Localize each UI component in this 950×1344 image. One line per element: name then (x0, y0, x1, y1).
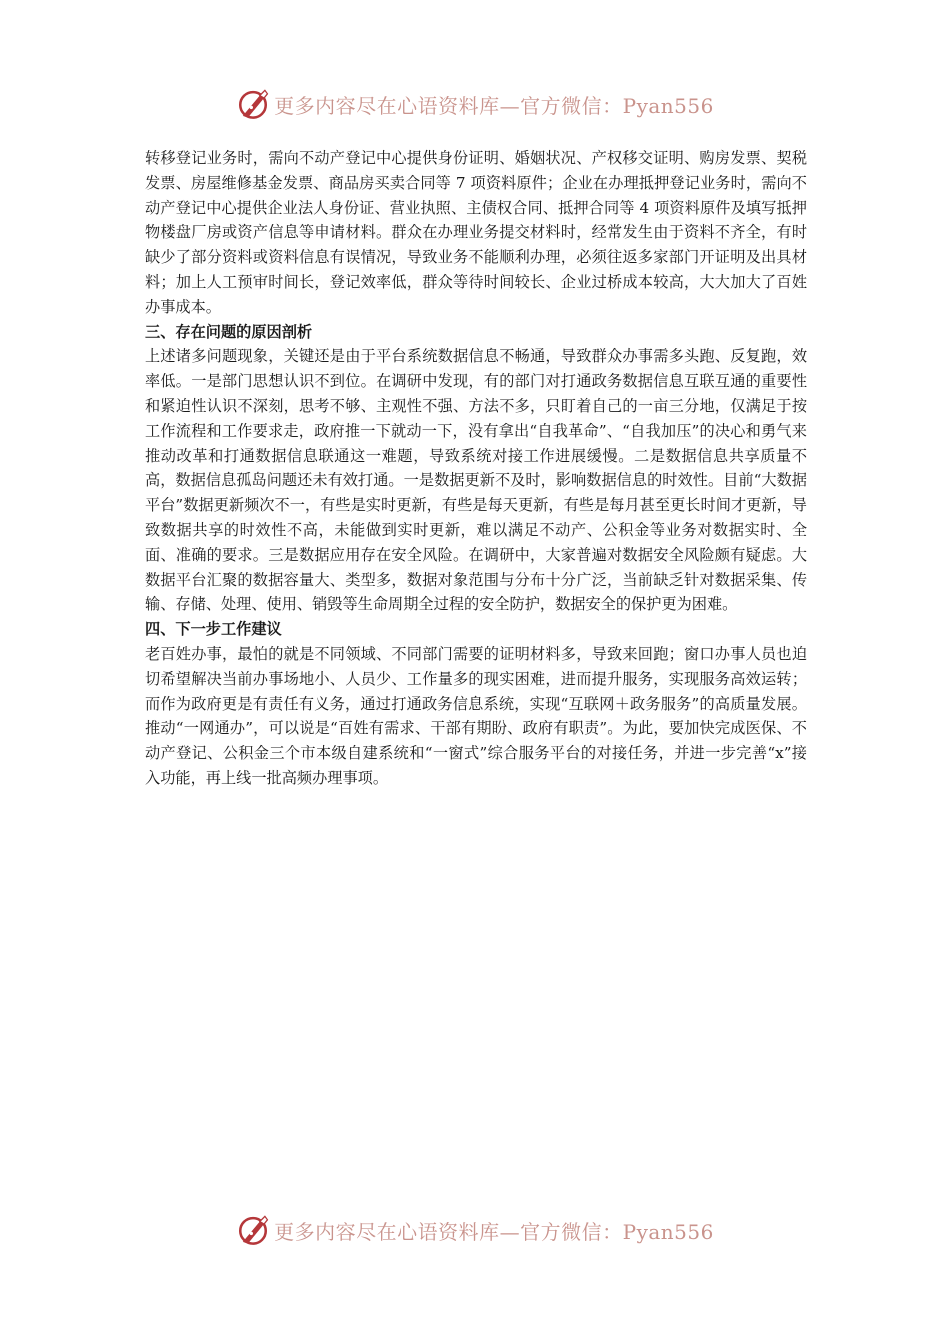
paragraph-1: 转移登记业务时，需向不动产登记中心提供身份证明、婚姻状况、产权移交证明、购房发票、契税发票、房屋维修基金发票、商品房买卖合同等 7 项资料原件；企业在办理抵押登记业务时，需向不动产登记中心提供企业法人身份证、营业执照、主债权合同、抵押合同等 4 项资料原件及填写抵押物楼盘厂房或资产信息等申请材料。群众在办理业务提交材料时，经常发生由于资料不齐全，有时缺少了部分资料或资料信息有误情况，导致业务不能顺利办理，必须往返多家部门开证明及出具材料；加上人工预审时间长，登记效率低，群众等待时间较长、企业过桥成本较高，大大加大了百姓办事成本。 (145, 149, 807, 316)
banner-text: 更多内容尽在心语资料库—官方微信：Pyan556 (274, 93, 714, 118)
paragraph-2: 上述诸多问题现象，关键还是由于平台系统数据信息不畅通，导致群众办事需多头跑、反复跑，效率低。一是部门思想认识不到位。在调研中发现，有的部门对打通政务数据信息互联互通的重要性和紧迫性认识不深刻，思考不够、主观性不强、方法不多，只盯着自己的一亩三分地，仅满足于按工作流程和工作要求走，政府推一下就动一下，没有拿出“自我革命”、“自我加压”的决心和勇气来推动改革和打通数据信息联通这一难题，导致系统对接工作进展缓慢。二是数据信息共享质量不高，数据信息孤岛问题还未有效打通。一是数据更新不及时，影响数据信息的时效性。目前“大数据平台”数据更新频次不一，有些是实时更新，有些是每天更新，有些是每月甚至更长时间才更新，导致数据共享的时效性不高，未能做到实时更新，难以满足不动产、公积金等业务对数据实时、全面、准确的要求。三是数据应用存在安全风险。在调研中，大家普遍对数据安全风险颇有疑虑。大数据平台汇聚的数据容量大、类型多，数据对象范围与分布十分广泛，当前缺乏针对数据采集、传输、存储、处理、使用、销毁等生命周期全过程的安全防护，数据安全的保护更为困难。 (145, 347, 807, 614)
section-heading-4: 四、下一步工作建议 (145, 620, 282, 639)
paragraph-3: 老百姓办事，最怕的就是不同领域、不同部门需要的证明材料多，导致来回跑；窗口办事人员也迫切希望解决当前办事场地小、人员少、工作量多的现实困难，进而提升服务，实现服务高效运转；而作为政府更是有责任有义务，通过打通政务信息系统，实现“互联网＋政务服务”的高质量发展。推动“一网通办”，可以说是“百姓有需求、干部有期盼、政府有职责”。为此，要加快完成医保、不动产登记、公积金三个市本级自建系统和“一窗式”综合服务平台的对接任务，并进一步完善“x”接入功能，再上线一批高频办理事项。 (145, 644, 807, 787)
pen-nib-logo-icon (236, 1213, 270, 1247)
section-heading-3: 三、存在问题的原因剖析 (145, 322, 313, 341)
header-banner (0, 84, 950, 124)
document-body (145, 146, 807, 791)
footer-banner (0, 1210, 950, 1250)
banner-text: 更多内容尽在心语资料库—官方微信：Pyan556 (274, 1219, 714, 1244)
pen-nib-logo-icon (236, 87, 270, 121)
